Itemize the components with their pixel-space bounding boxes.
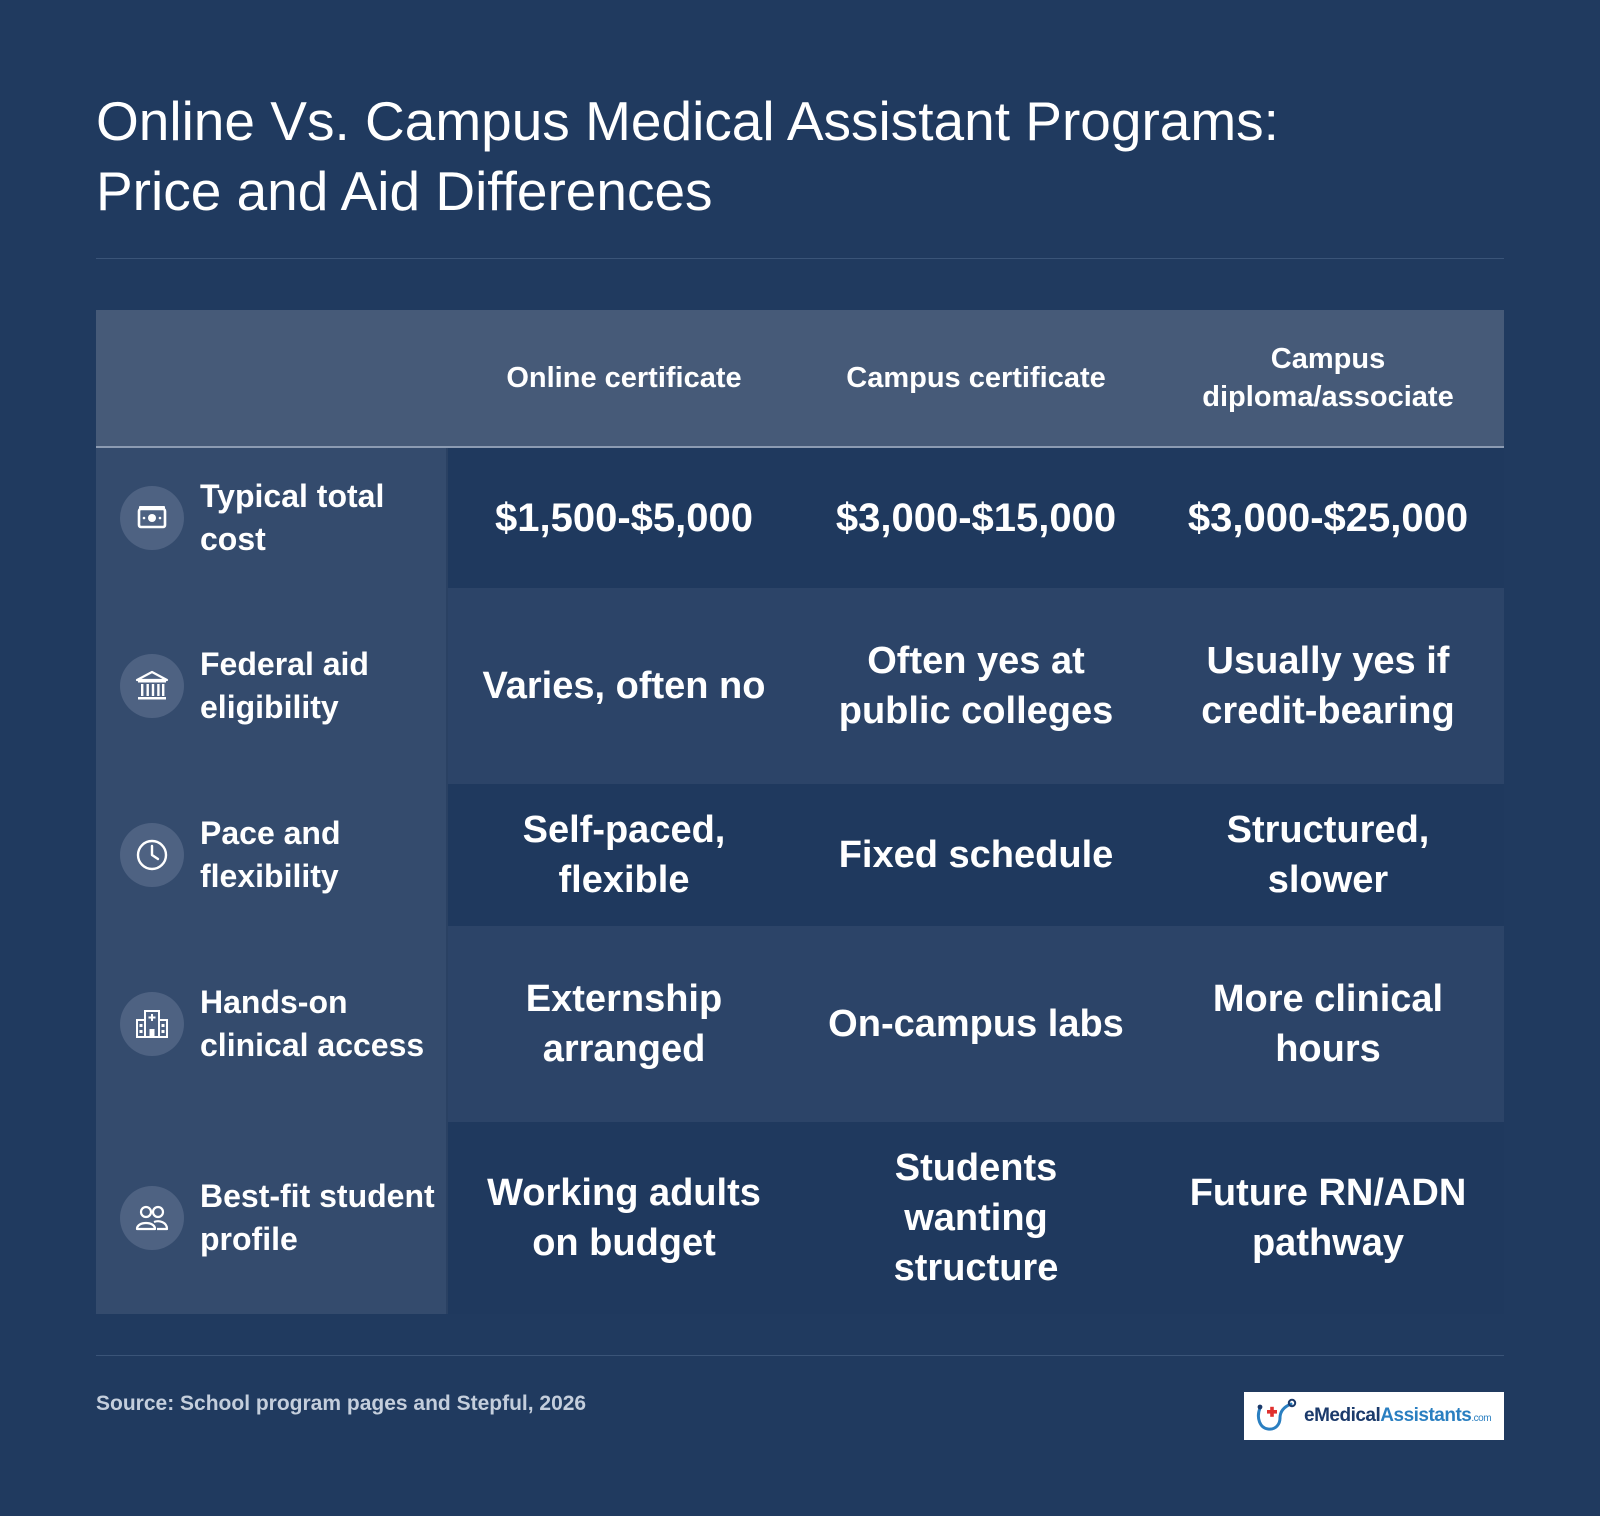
cell-campus-cert-clinical: On-campus labs [800, 926, 1152, 1122]
logo-suffix: .com [1471, 1413, 1492, 1424]
logo-wordmark [1304, 1405, 1491, 1427]
cell-online-clinical: Externship arranged [448, 926, 800, 1122]
money-icon [120, 486, 184, 550]
logo-word-medical: Medical [1314, 1405, 1381, 1426]
cell-online-pace: Self-paced, flexible [448, 784, 800, 926]
row-label-cost [96, 448, 448, 588]
cell-campus-cert-cost: $3,000-$15,000 [800, 448, 1152, 588]
row-label-text: Best-fit student profile [200, 1178, 435, 1257]
table-row-federal-aid [96, 588, 1504, 784]
cell-campus-diploma-pace: Structured, slower [1152, 784, 1504, 926]
cell-campus-diploma-cost: $3,000-$25,000 [1152, 448, 1504, 588]
table-row-pace [96, 784, 1504, 926]
cell-campus-cert-profile: Students wanting structure [800, 1122, 1152, 1314]
table-row-profile [96, 1122, 1504, 1314]
bottom-divider [96, 1355, 1504, 1356]
row-label-text: Hands-on clinical access [200, 984, 425, 1063]
stethoscope-logo-icon [1254, 1396, 1298, 1436]
table-row-cost [96, 448, 1504, 588]
row-label-pace [96, 784, 448, 926]
cell-campus-diploma-aid: Usually yes if credit-bearing [1152, 588, 1504, 784]
cell-campus-cert-pace: Fixed schedule [800, 784, 1152, 926]
row-label-text: Typical total cost [200, 478, 385, 557]
clock-icon [120, 823, 184, 887]
table-row-clinical [96, 926, 1504, 1122]
bank-icon [120, 654, 184, 718]
row-label-clinical [96, 926, 448, 1122]
header-stub [96, 310, 448, 446]
row-label-text: Pace and flexibility [200, 815, 341, 894]
title-line-2: Price and Aid Differences [96, 160, 713, 222]
cell-online-aid: Varies, often no [448, 588, 800, 784]
header-campus-certificate: Campus certificate [846, 362, 1106, 394]
cell-online-profile: Working adults on budget [448, 1122, 800, 1314]
logo-word-assistants: Assistants [1380, 1405, 1472, 1426]
source-note: Source: School program pages and Stepful, 2026 [96, 1392, 587, 1415]
row-label-profile [96, 1122, 448, 1314]
header-online-certificate: Online certificate [506, 362, 742, 394]
comparison-table [96, 310, 1504, 1314]
table-header [96, 310, 1504, 448]
cell-online-cost: $1,500-$5,000 [448, 448, 800, 588]
hospital-icon [120, 992, 184, 1056]
row-label-federal-aid [96, 588, 448, 784]
cell-campus-cert-aid: Often yes at public colleges [800, 588, 1152, 784]
row-label-text: Federal aid eligibility [200, 646, 369, 725]
logo-prefix: e [1304, 1405, 1315, 1426]
cell-campus-diploma-clinical: More clinical hours [1152, 926, 1504, 1122]
brand-logo [1244, 1392, 1504, 1440]
header-campus-diploma: Campus diploma/associate [1202, 343, 1454, 413]
page-title [96, 86, 1496, 226]
cell-campus-diploma-profile: Future RN/ADN pathway [1152, 1122, 1504, 1314]
title-line-1: Online Vs. Campus Medical Assistant Programs: [96, 90, 1279, 152]
people-icon [120, 1186, 184, 1250]
top-divider [96, 258, 1504, 259]
